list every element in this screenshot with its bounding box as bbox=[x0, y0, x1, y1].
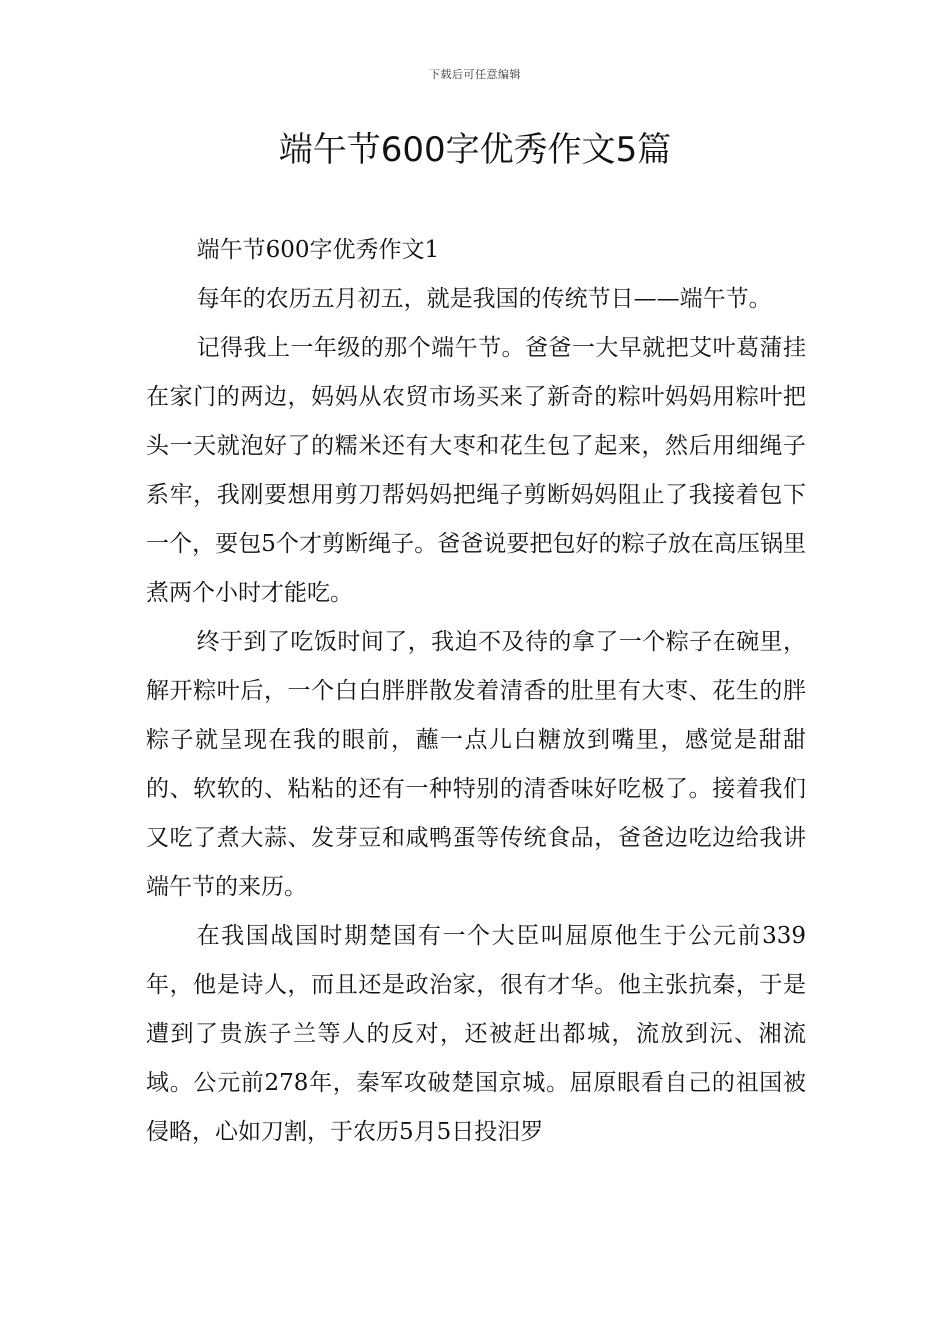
document-title: 端午节600字优秀作文5篇 bbox=[278, 130, 672, 170]
document-body bbox=[146, 226, 806, 1157]
body-paragraph: 记得我上一年级的那个端午节。爸爸一大早就把艾叶葛蒲挂在家门的两边，妈妈从农贸市场买来了新奇的粽叶妈妈用粽叶把头一天就泡好了的糯米还有大枣和花生包了起来，然后用细绳子系牢，我刚要想用剪刀帮妈妈把绳子剪断妈妈阻止了我接着包下一个，要包5个才剪断绳子。爸爸说要把包好的粽子放在高压锅里煮两个小时才能吃。 bbox=[146, 335, 806, 606]
body-paragraph: 终于到了吃饭时间了，我迫不及待的拿了一个粽子在碗里，解开粽叶后，一个白白胖胖散发着清香的肚里有大枣、花生的胖粽子就呈现在我的眼前，蘸一点儿白糖放到嘴里，感觉是甜甜的、软软的、粘粘的还有一种特别的清香味好吃极了。接着我们又吃了煮大蒜、发芽豆和咸鸭蛋等传统食品，爸爸边吃边给我讲端午节的来历。 bbox=[146, 629, 806, 900]
body-paragraph: 在我国战国时期楚国有一个大臣叫屈原他生于公元前339年，他是诗人，而且还是政治家，很有才华。他主张抗秦，于是遭到了贵族子兰等人的反对，还被赶出都城，流放到沅、湘流域。公元前278年，秦军攻破楚国京城。屈原眼看自己的祖国被侵略，心如刀割，于农历5月5日投汨罗 bbox=[146, 923, 806, 1145]
body-paragraph: 每年的农历五月初五，就是我国的传统节日——端午节。 bbox=[196, 286, 772, 312]
header-note: 下载后可任意编辑 bbox=[429, 68, 521, 81]
essay-heading: 端午节600字优秀作文1 bbox=[196, 237, 440, 263]
